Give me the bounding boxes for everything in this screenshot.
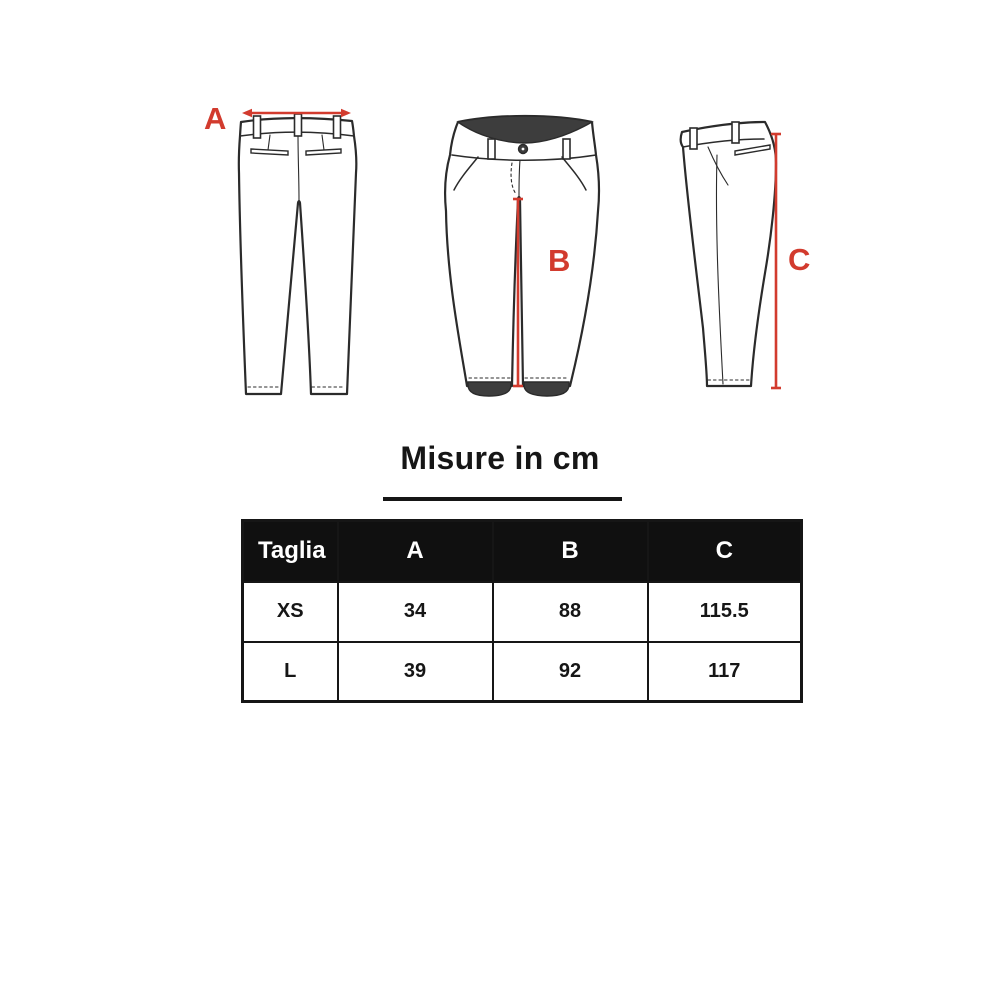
belt-loop	[732, 122, 739, 143]
column-header-c: C	[648, 521, 802, 582]
table-row	[243, 642, 802, 702]
page-title: Misure in cm	[400, 440, 600, 476]
belt-loop	[334, 116, 341, 138]
size-cell: XS	[243, 582, 338, 642]
measure-label-c: C	[788, 242, 811, 277]
pants-side-view-drawing	[660, 103, 795, 403]
belt-loop	[690, 128, 697, 149]
belt-loop	[295, 114, 302, 136]
hem-opening-left	[468, 382, 511, 396]
size-cell: L	[243, 642, 338, 702]
pants-back-view-drawing	[198, 103, 376, 403]
table-header-row	[243, 521, 802, 582]
pants-back-body	[239, 114, 357, 394]
value-cell-b: 92	[493, 642, 648, 702]
table-row	[243, 582, 802, 642]
measure-label-b: B	[548, 243, 571, 278]
value-cell-c: 117	[648, 642, 802, 702]
column-header-taglia: Taglia	[243, 521, 338, 582]
pants-front-body	[445, 116, 599, 396]
column-header-a: A	[338, 521, 493, 582]
belt-loop	[563, 139, 570, 159]
measure-label-a: A	[204, 101, 227, 136]
value-cell-c: 115.5	[648, 582, 802, 642]
hem-opening-right	[524, 382, 569, 396]
title-underline	[383, 497, 622, 501]
value-cell-b: 88	[493, 582, 648, 642]
value-cell-a: 39	[338, 642, 493, 702]
size-table	[241, 519, 803, 703]
belt-loop	[254, 116, 261, 138]
pants-front-view-drawing	[438, 103, 606, 403]
belt-loop	[488, 139, 495, 159]
column-header-b: B	[493, 521, 648, 582]
value-cell-a: 34	[338, 582, 493, 642]
pants-side-body	[681, 122, 776, 386]
